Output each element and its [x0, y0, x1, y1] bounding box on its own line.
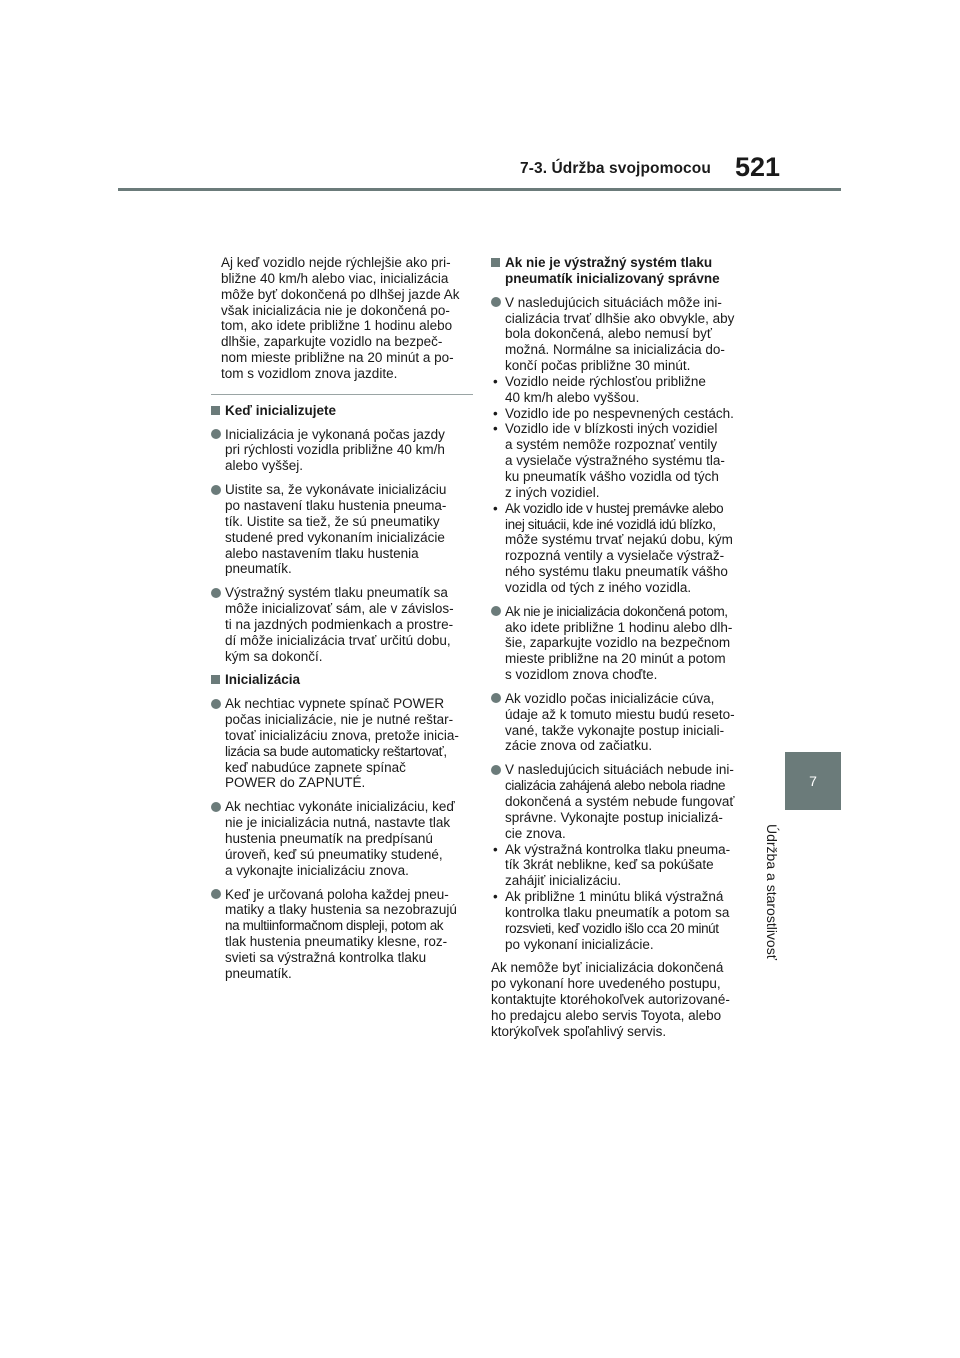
list-item: Ak vozidlo počas inicializácie cúva, údaje až k tomuto miestu budú reseto- vané, takže vykonajte postup iniciali- zácie znova od začiatku.	[491, 691, 757, 754]
section-divider	[211, 394, 473, 395]
circle-bullet-icon	[491, 765, 501, 775]
chapter-number: 7	[809, 773, 817, 789]
circle-bullet-icon	[211, 429, 221, 439]
dot-bullet-icon: •	[493, 889, 498, 905]
intro-paragraph: Aj keď vozidlo nejde rýchlejšie ako pri- bližne 40 km/h alebo viac, inicializácia môže byť dokončená po dlhšej jazde Ak však inicializácia nie je dokončená po- tom, ako idete približne 1 hodinu alebo dlhšie, zaparkujte vozidlo na bezpeč- nom mieste približne na 20 minút a po- tom s vozidlom znova jazdite.	[221, 255, 460, 381]
circle-bullet-icon	[211, 485, 221, 495]
sub-list-item: • Ak výstražná kontrolka tlaku pneuma- tík 3krát neblikne, keď sa pokúšate zahájiť inicializáciu.	[493, 841, 731, 889]
heading-not-initialized-correctly: Ak nie je výstražný systém tlaku pneumatík inicializovaný správne	[491, 255, 757, 287]
circle-bullet-icon	[211, 889, 221, 899]
closing-paragraph: Ak nemôže byť inicializácia dokončená po vykonaní hore uvedeného postupu, kontaktujte ktoréhokoľvek autorizované- ho predajcu alebo servis Toyota, alebo ktorýkoľvek spoľahlivý servis.	[491, 960, 730, 1039]
list-item: V nasledujúcich situáciách nebude ini- cializácia zahájená alebo nebola riadne dokončená a systém nebude fungovať správne. Vykonajte postup inicializá- cie znova. • Ak výstražná kontrolka tlaku pneuma- tík 3krát neblikne, keď sa pokúšate zahájiť inicializáciu. • Ak približne 1 minútu bliká výstražná kontrolka tlaku pneumatík a potom sa rozsvieti, keď vozidlo išlo cca 20 minút po vykonaní inicializácie.	[491, 762, 757, 952]
heading-initialization: Inicializácia	[211, 672, 473, 688]
chapter-tab	[785, 752, 841, 810]
list-item: V nasledujúcich situáciách môže ini- cializácia trvať dlhšie ako obvykle, aby bola dokončená, alebo nemusí byť možná. Normálne sa inicializácia do- končí počas približne 30 minút. • Vozidlo neide rýchlosťou približne 40 km/h alebo vyššou. • Vozidlo ide po nespevnených cestách. • Vozidlo ide v blízkosti iných vozidiel a systém nemôže rozpoznať ventily a vysielače výstražného systému tla- ku pneumatík vášho vozidla od tých z iných vozidiel. • Ak vozidlo ide v hustej premávke alebo inej situácii, kde iné vozidlá idú blízko, môže systému trvať nejakú dobu, kým rozpozná ventily a vysielače výstraž- ného systému tlaku pneumatík vášho vozidla od tých z iného vozidla.	[491, 295, 757, 596]
sub-list-item: • Ak približne 1 minútu bliká výstražná kontrolka tlaku pneumatík a potom sa rozsvieti, keď vozidlo išlo cca 20 minút po vykonaní inicializácie.	[493, 889, 730, 952]
dot-bullet-icon: •	[493, 405, 498, 421]
dot-bullet-icon: •	[493, 500, 498, 516]
sub-list-item: • Vozidlo ide v blízkosti iných vozidiel a systém nemôže rozpoznať ventily a vysielače výstražného systému tla- ku pneumatík vášho vozidla od tých z iných vozidiel.	[493, 421, 725, 500]
header-rule	[118, 188, 841, 191]
list-item: Inicializácia je vykonaná počas jazdy pri rýchlosti vozidla približne 40 km/h alebo vyššej.	[211, 427, 473, 475]
dot-bullet-icon: •	[493, 421, 498, 437]
section-title: 7-3. Údržba svojpomocou	[520, 160, 711, 177]
chapter-title: Údržba a starostlivosť	[764, 824, 780, 960]
circle-bullet-icon	[211, 588, 221, 598]
left-column	[211, 255, 473, 990]
chapter-title-vertical	[764, 824, 803, 984]
circle-bullet-icon	[491, 297, 501, 307]
square-bullet-icon	[491, 258, 500, 267]
list-item: Uistite sa, že vykonávate inicializáciu po nastavení tlaku hustenia pneuma- tík. Uistite sa tiež, že sú pneumatiky studené pred vykonaním inicializácie alebo nastavením tlaku hustenia pneumatík.	[211, 482, 473, 577]
dot-bullet-icon: •	[493, 373, 498, 389]
sub-list-item: • Ak vozidlo ide v hustej premávke alebo inej situácii, kde iné vozidlá idú blízko, môže systému trvať nejakú dobu, kým rozpozná ventily a vysielače výstraž- ného systému tlaku pneumatík vášho vozidla od tých z iného vozidla.	[493, 500, 733, 595]
dot-bullet-icon: •	[493, 841, 498, 857]
square-bullet-icon	[211, 675, 220, 684]
circle-bullet-icon	[491, 606, 501, 616]
sub-list-item: • Vozidlo ide po nespevnených cestách.	[493, 405, 734, 421]
circle-bullet-icon	[211, 802, 221, 812]
sub-list-item: • Vozidlo neide rýchlosťou približne 40 km/h alebo vyššou.	[493, 373, 706, 405]
page-number: 521	[735, 152, 781, 182]
heading-when-initializing: Keď inicializujete	[211, 403, 473, 419]
square-bullet-icon	[211, 406, 220, 415]
right-column	[491, 255, 757, 1040]
list-item: Ak nechtiac vykonáte inicializáciu, keď nie je inicializácia nutná, nastavte tlak hustenia pneumatík na predpísanú úroveň, keď sú pneumatiky studené, a vykonajte inicializáciu znova.	[211, 799, 473, 878]
list-item: Ak nie je inicializácia dokončená potom, ako idete približne 1 hodinu alebo dlh- šie, zaparkujte vozidlo na bezpečnom mieste približne na 20 minút a potom s vozidlom znova choďte.	[491, 604, 757, 683]
list-item: Ak nechtiac vypnete spínač POWER počas inicializácie, nie je nutné reštar- tovať inicializáciu znova, pretože inicia- lizácia sa bude automaticky reštartovať, keď nabudúce zapnete spínač POWER do ZAPNUTÉ.	[211, 696, 473, 791]
circle-bullet-icon	[491, 693, 501, 703]
list-item: Keď je určovaná poloha každej pneu- matiky a tlaky hustenia sa nezobrazujú na multiinformačnom displeji, potom ak tlak hustenia pneumatiky klesne, roz- svieti sa výstražná kontrolka tlaku pneumatík.	[211, 887, 473, 982]
list-item: Výstražný systém tlaku pneumatík sa môže inicializovať sám, ale v závislos- ti na jazdných podmienkach a prostre- dí môže inicializácia trvať určitú dobu, kým sa dokončí.	[211, 585, 473, 664]
circle-bullet-icon	[211, 699, 221, 709]
